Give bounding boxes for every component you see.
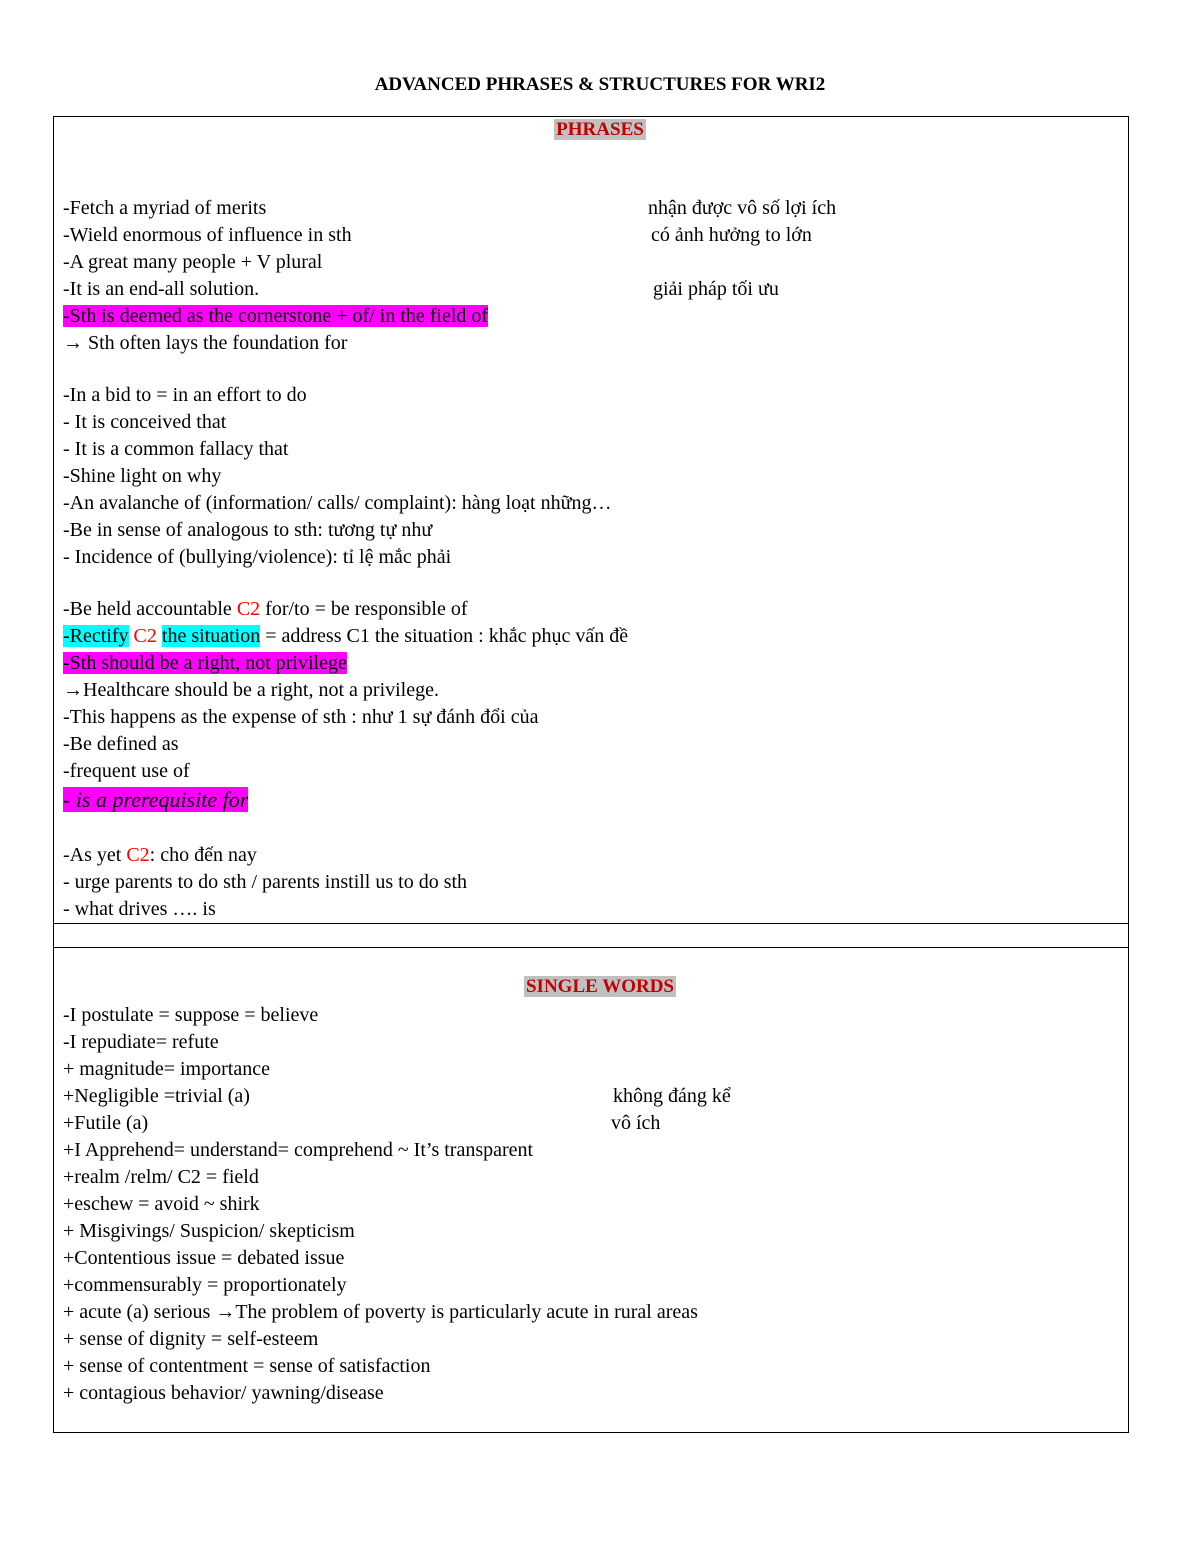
word-line: -I repudiate= refute xyxy=(63,1031,219,1053)
c2-tag: C2 xyxy=(126,844,150,866)
highlighted-text: the situation xyxy=(161,625,261,647)
phrase-line: -Be in sense of analogous to sth: tương tự như xyxy=(63,519,433,541)
dash: - xyxy=(63,625,70,647)
text: -Be held accountable xyxy=(63,598,237,620)
word-line: +commensurably = proportionately xyxy=(63,1274,347,1296)
phrase-line xyxy=(63,624,628,648)
text: for/to = be responsible of xyxy=(260,598,468,620)
word-line: +I Apprehend= understand= comprehend ~ It’s transparent xyxy=(63,1139,534,1161)
phrase-line: - what drives …. is xyxy=(63,898,216,920)
word-line: + acute (a) serious →The problem of poverty is particularly acute in rural areas xyxy=(63,1301,698,1323)
phrase-line: -This happens as the expense of sth : như 1 sự đánh đổi của xyxy=(63,706,539,728)
phrase-line: -Shine light on why xyxy=(63,465,222,487)
word-line: +Contentious issue = debated issue xyxy=(63,1247,345,1269)
word-line: +eschew = avoid ~ shirk xyxy=(63,1193,260,1215)
word-line: + sense of dignity = self-esteem xyxy=(63,1328,319,1350)
word-line: -I postulate = suppose = believe xyxy=(63,1004,319,1026)
phrase-line-highlighted xyxy=(63,651,347,675)
phrase-line-highlighted xyxy=(63,785,248,816)
phrase-translation: giải pháp tối ưu xyxy=(653,278,779,300)
text: = address C1 the situation : khắc phục vấn đề xyxy=(260,625,629,647)
phrase-line: -Fetch a myriad of merits xyxy=(63,197,267,219)
highlighted-text: Sth should be a right, not privilege xyxy=(69,652,347,674)
text: -As yet xyxy=(63,844,127,866)
phrase-line xyxy=(63,843,257,867)
word-line: +Negligible =trivial (a) xyxy=(63,1085,250,1107)
phrase-line-highlighted xyxy=(63,304,488,328)
phrase-line: - urge parents to do sth / parents instill us to do sth xyxy=(63,871,468,893)
phrase-line: -Be defined as xyxy=(63,733,179,755)
empty-table-row xyxy=(53,923,1129,948)
phrase-line: - Incidence of (bullying/violence): tỉ lệ mắc phải xyxy=(63,546,452,568)
phrase-translation: có ảnh hưởng to lớn xyxy=(651,224,812,246)
c2-tag: C2 xyxy=(236,598,261,620)
word-line: + Misgivings/ Suspicion/ skepticism xyxy=(63,1220,355,1242)
phrase-line: - It is conceived that xyxy=(63,411,227,433)
phrase-line: →Healthcare should be a right, not a privilege. xyxy=(63,679,439,701)
c2-tag: C2 xyxy=(133,625,157,647)
phrase-line xyxy=(63,597,468,621)
phrase-translation: nhận được vô số lợi ích xyxy=(648,197,837,219)
highlighted-text: Rectify xyxy=(69,625,129,647)
phrase-line: - It is a common fallacy that xyxy=(63,438,289,460)
dash: - xyxy=(63,305,70,327)
phrase-line: → Sth often lays the foundation for xyxy=(63,332,348,354)
phrase-line: -An avalanche of (information/ calls/ complaint): hàng loạt những… xyxy=(63,492,612,514)
phrase-line: -Wield enormous of influence in sth xyxy=(63,224,352,246)
text: : cho đến nay xyxy=(149,844,257,866)
single-words-heading: SINGLE WORDS xyxy=(525,976,674,997)
word-line: + sense of contentment = sense of satisfaction xyxy=(63,1355,431,1377)
highlighted-text: Sth is deemed as the cornerstone + of/ in the field of xyxy=(69,305,489,327)
dash: - xyxy=(63,652,70,674)
word-line: + contagious behavior/ yawning/disease xyxy=(63,1382,384,1404)
word-line: +Futile (a) xyxy=(63,1112,149,1134)
document-title: ADVANCED PHRASES & STRUCTURES FOR WRI2 xyxy=(374,74,826,95)
word-line: +realm /relm/ C2 = field xyxy=(63,1166,259,1188)
phrase-line: -A great many people + V plural xyxy=(63,251,323,273)
phrases-heading: PHRASES xyxy=(556,119,644,140)
word-line: + magnitude= importance xyxy=(63,1058,270,1080)
word-translation: vô ích xyxy=(611,1112,661,1134)
word-translation: không đáng kể xyxy=(613,1085,731,1107)
phrase-line: -It is an end-all solution. xyxy=(63,278,260,300)
phrase-line: -In a bid to = in an effort to do xyxy=(63,384,307,406)
highlighted-text: - is a prerequisite for xyxy=(63,787,249,812)
phrase-line: -frequent use of xyxy=(63,760,190,782)
